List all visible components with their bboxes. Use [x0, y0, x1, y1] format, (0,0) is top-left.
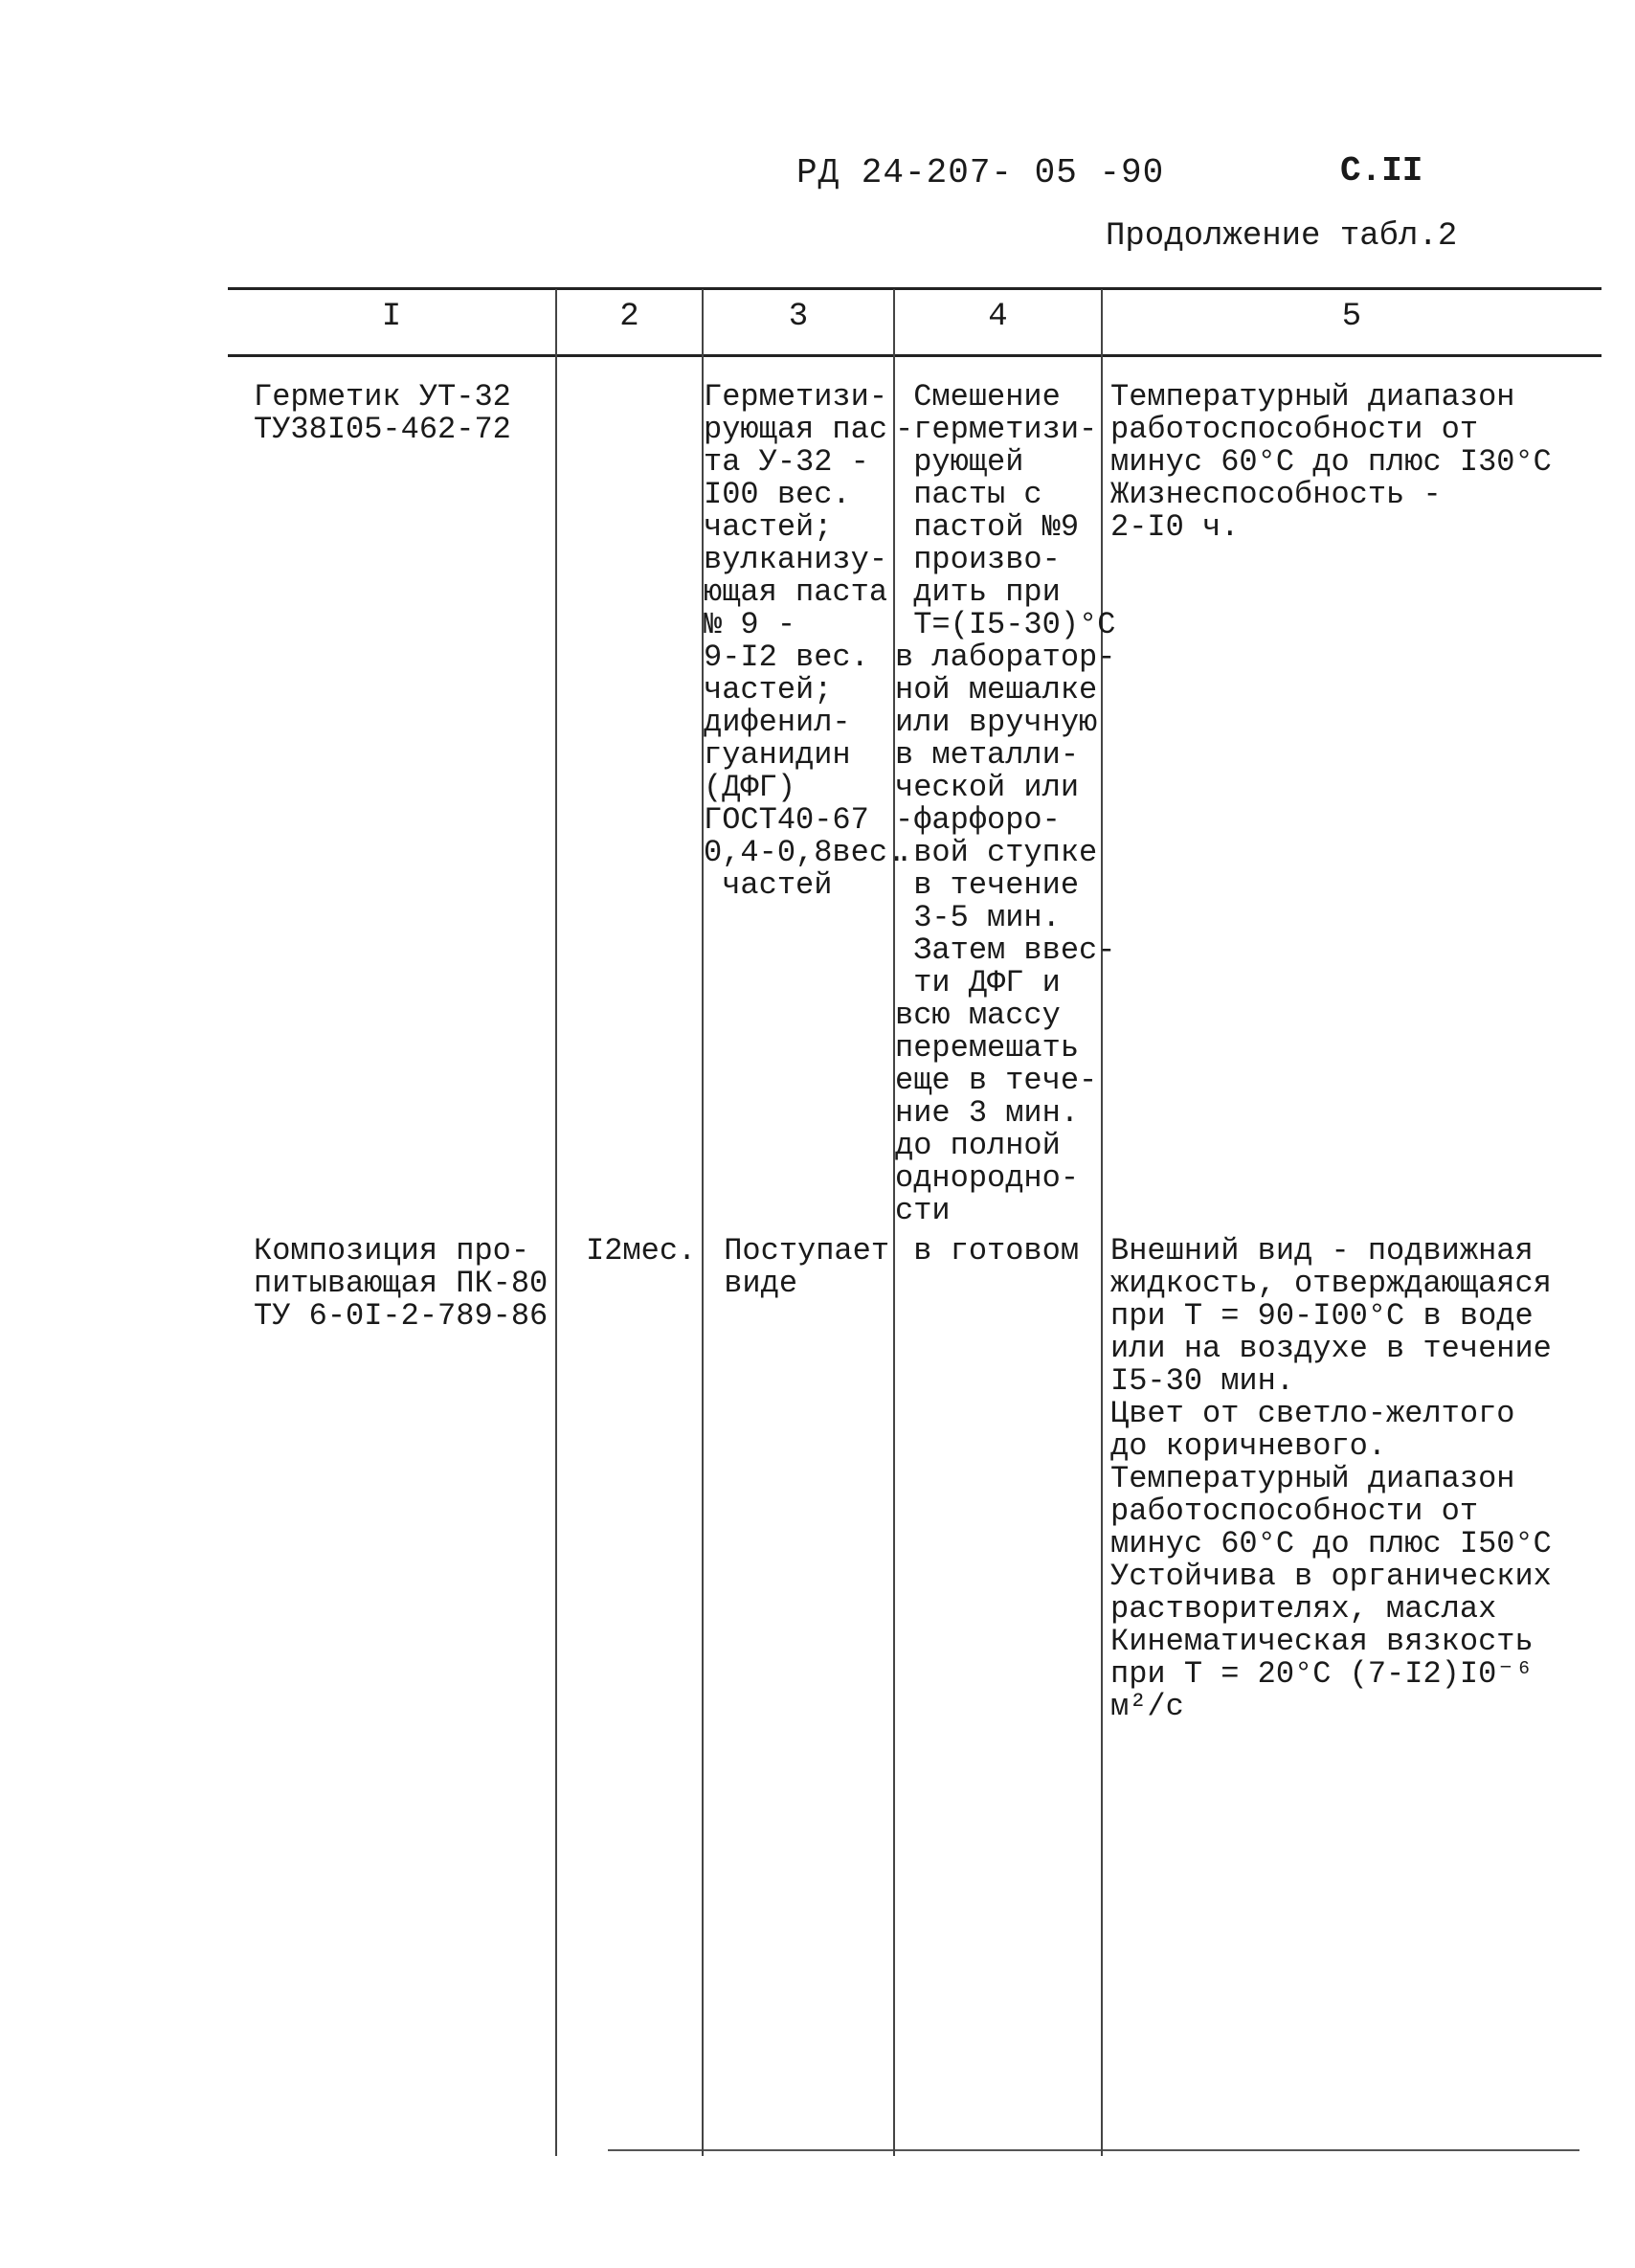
row2-prop-line-2: жидкость, отверждающаяся: [1110, 1266, 1552, 1301]
row2-prop-line-8: Температурный диапазон: [1110, 1461, 1515, 1496]
row2-prop-line-3: при Т = 90-I00°С в воде: [1110, 1298, 1534, 1334]
row2-prop-line-5: I5-30 мин.: [1110, 1363, 1295, 1399]
page-number: С.II: [1340, 151, 1423, 191]
row2-prop-line-14: при Т = 20°С (7-I2)I0⁻⁶: [1110, 1656, 1534, 1692]
column-header-5: 5: [1341, 299, 1362, 335]
column-header-4: 4: [988, 299, 1008, 335]
row2-prop-line-11: Устойчива в органических: [1110, 1559, 1552, 1594]
row2-prop-line-12: растворителях, маслах: [1110, 1591, 1497, 1627]
row1-prop-line-5: 2-I0 ч.: [1110, 509, 1240, 545]
column-header-3: 3: [788, 299, 809, 335]
row2-preparation: в готовом: [895, 1233, 1080, 1269]
row2-name: Композиция про- питывающая ПК-80 ТУ 6-0I-2-789-86: [254, 1233, 549, 1334]
row1-name: Герметик УТ-32 ТУ38I05-462-72: [254, 379, 511, 447]
row1-composition: Герметизи- рующая пас та У-32 - I00 вес. частей; вулканизу- ющая паста № 9 - 9-I2 вес. частей; дифенил- гуанидин (ДФГ) ГОСТ40-67 0,4-0,8вес. частей: [704, 379, 907, 903]
row2-prop-line-9: работоспособности от: [1110, 1493, 1479, 1529]
row2-prop-line-7: до коричневого.: [1110, 1428, 1387, 1464]
table-bottom-rule: [608, 2149, 1579, 2151]
row2-prop-line-10: минус 60°С до плюс I50°С: [1110, 1526, 1552, 1561]
row2-prop-line-4: или на воздухе в течение: [1110, 1331, 1552, 1366]
row1-prop-line-3: минус 60°С до плюс I30°С: [1110, 444, 1552, 480]
row1-preparation: Смешение -герметизи- рующей пасты с пастой №9 произво- дить при Т=(I5-30)°С в лаборатор- ной мешалке или вручную в металли- ческой или -фарфоро- .вой ступке в течение 3-5 мин. Затем ввес- ти ДФГ и всю массу перемешать еще в тече- ние 3 мин. до полной однородно- сти: [895, 379, 1116, 1228]
row2-prop-line-1: Внешний вид - подвижная: [1110, 1233, 1534, 1269]
row2-shelf-life: I2мес.: [586, 1233, 697, 1269]
row2-properties: [1110, 1235, 1552, 1723]
column-header-1: I: [381, 299, 402, 335]
row2-prop-line-6: Цвет от светло-желтого: [1110, 1396, 1515, 1431]
row1-prop-line-1: Температурный диапазон: [1110, 379, 1515, 415]
row1-properties: [1110, 381, 1552, 544]
document-code: РД 24-207- 05 -90: [796, 153, 1165, 192]
row1-prop-line-4: Жизнеспособность -: [1110, 477, 1442, 512]
row2-composition: Поступает виде: [724, 1233, 890, 1301]
table-top-rule: [228, 287, 1601, 290]
column-divider-1: [555, 289, 557, 2156]
table-continuation-label: Продолжение табл.2: [1106, 218, 1458, 255]
row1-prop-line-2: работоспособности от: [1110, 412, 1479, 447]
row2-prop-line-13: Кинематическая вязкость: [1110, 1624, 1534, 1659]
column-header-2: 2: [619, 299, 639, 335]
table-header-rule: [228, 354, 1601, 357]
row2-prop-line-15: м²/с: [1110, 1689, 1184, 1724]
